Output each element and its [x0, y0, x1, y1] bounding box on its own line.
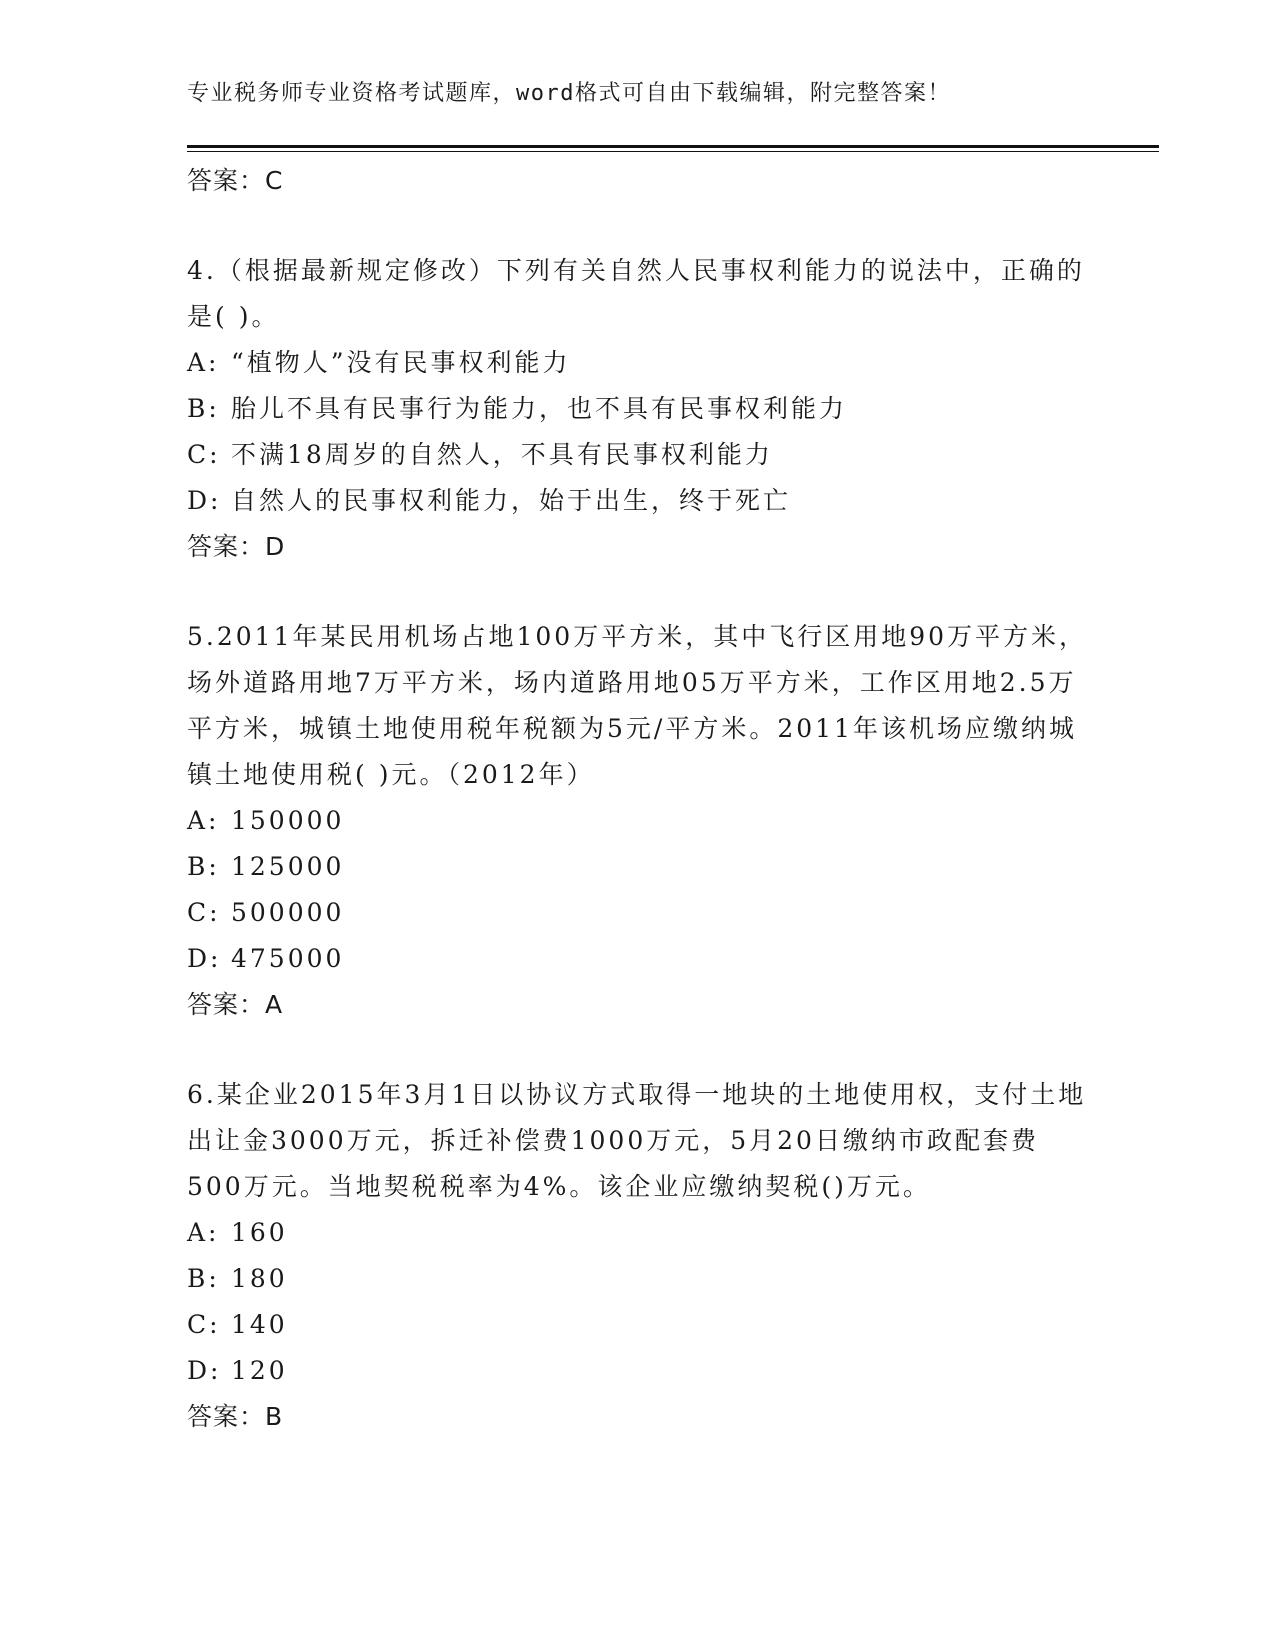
option-text: 不满18周岁的自然人，不具有民事权利能力 [231, 440, 773, 469]
option-text: 500000 [231, 898, 345, 927]
option-c [187, 890, 1087, 936]
option-letter: A: [187, 806, 220, 835]
option-b [187, 1256, 1087, 1302]
option-d [187, 936, 1087, 982]
option-letter: B: [187, 1264, 220, 1293]
option-text: 120 [231, 1356, 288, 1385]
option-letter: C: [187, 898, 221, 927]
option-letter: B: [187, 852, 220, 881]
option-a [187, 1210, 1087, 1256]
option-b [187, 844, 1087, 890]
option-text: 180 [231, 1264, 288, 1293]
question-5 [187, 614, 1087, 1028]
header-rule-thin [187, 151, 1159, 152]
question-text: 4.（根据最新规定修改）下列有关自然人民事权利能力的说法中，正确的是( )。 [187, 256, 1085, 331]
document-body [187, 158, 1087, 1440]
question-4 [187, 248, 1087, 570]
answer: 答案：B [187, 1402, 284, 1431]
option-text: 150000 [231, 806, 345, 835]
option-a [187, 798, 1087, 844]
option-letter: D: [187, 944, 222, 973]
question-text: 5.2011年某民用机场占地100万平方米，其中飞行区用地90万平方米，场外道路用地7万平方米，场内道路用地05万平方米，工作区用地2.5万平方米，城镇土地使用税年税额为5元/平方米。2011年该机场应缴纳城镇土地使用税( )元。（2012年） [187, 622, 1088, 789]
option-letter: A: [187, 1218, 220, 1247]
option-b [187, 386, 1087, 432]
previous-answer: 答案：C [187, 166, 284, 195]
header-rule-thick [187, 145, 1159, 148]
option-text: 160 [231, 1218, 288, 1247]
option-a [187, 340, 1087, 386]
option-text: 胎儿不具有民事行为能力，也不具有民事权利能力 [231, 394, 848, 423]
option-letter: D: [187, 486, 222, 515]
question-text: 6.某企业2015年3月1日以协议方式取得一地块的土地使用权，支付土地出让金3000万元，拆迁补偿费1000万元，5月20日缴纳市政配套费500万元。当地契税税率为4%。该企业应缴纳契税()万元。 [187, 1080, 1087, 1201]
question-6 [187, 1072, 1087, 1440]
answer: 答案：A [187, 990, 284, 1019]
option-d [187, 1348, 1087, 1394]
option-text: 140 [231, 1310, 288, 1339]
answer: 答案：D [187, 532, 286, 561]
option-letter: B: [187, 394, 220, 423]
option-text: 125000 [231, 852, 345, 881]
option-text: 自然人的民事权利能力，始于出生，终于死亡 [231, 486, 792, 515]
page-header: 专业税务师专业资格考试题库，word格式可自由下载编辑，附完整答案！ [187, 81, 951, 106]
option-d [187, 478, 1087, 524]
option-text: 475000 [231, 944, 345, 973]
option-letter: A: [187, 348, 220, 377]
option-letter: C: [187, 1310, 221, 1339]
option-c [187, 1302, 1087, 1348]
option-letter: C: [187, 440, 221, 469]
option-c [187, 432, 1087, 478]
option-text: “植物人”没有民事权利能力 [231, 348, 571, 377]
option-letter: D: [187, 1356, 222, 1385]
